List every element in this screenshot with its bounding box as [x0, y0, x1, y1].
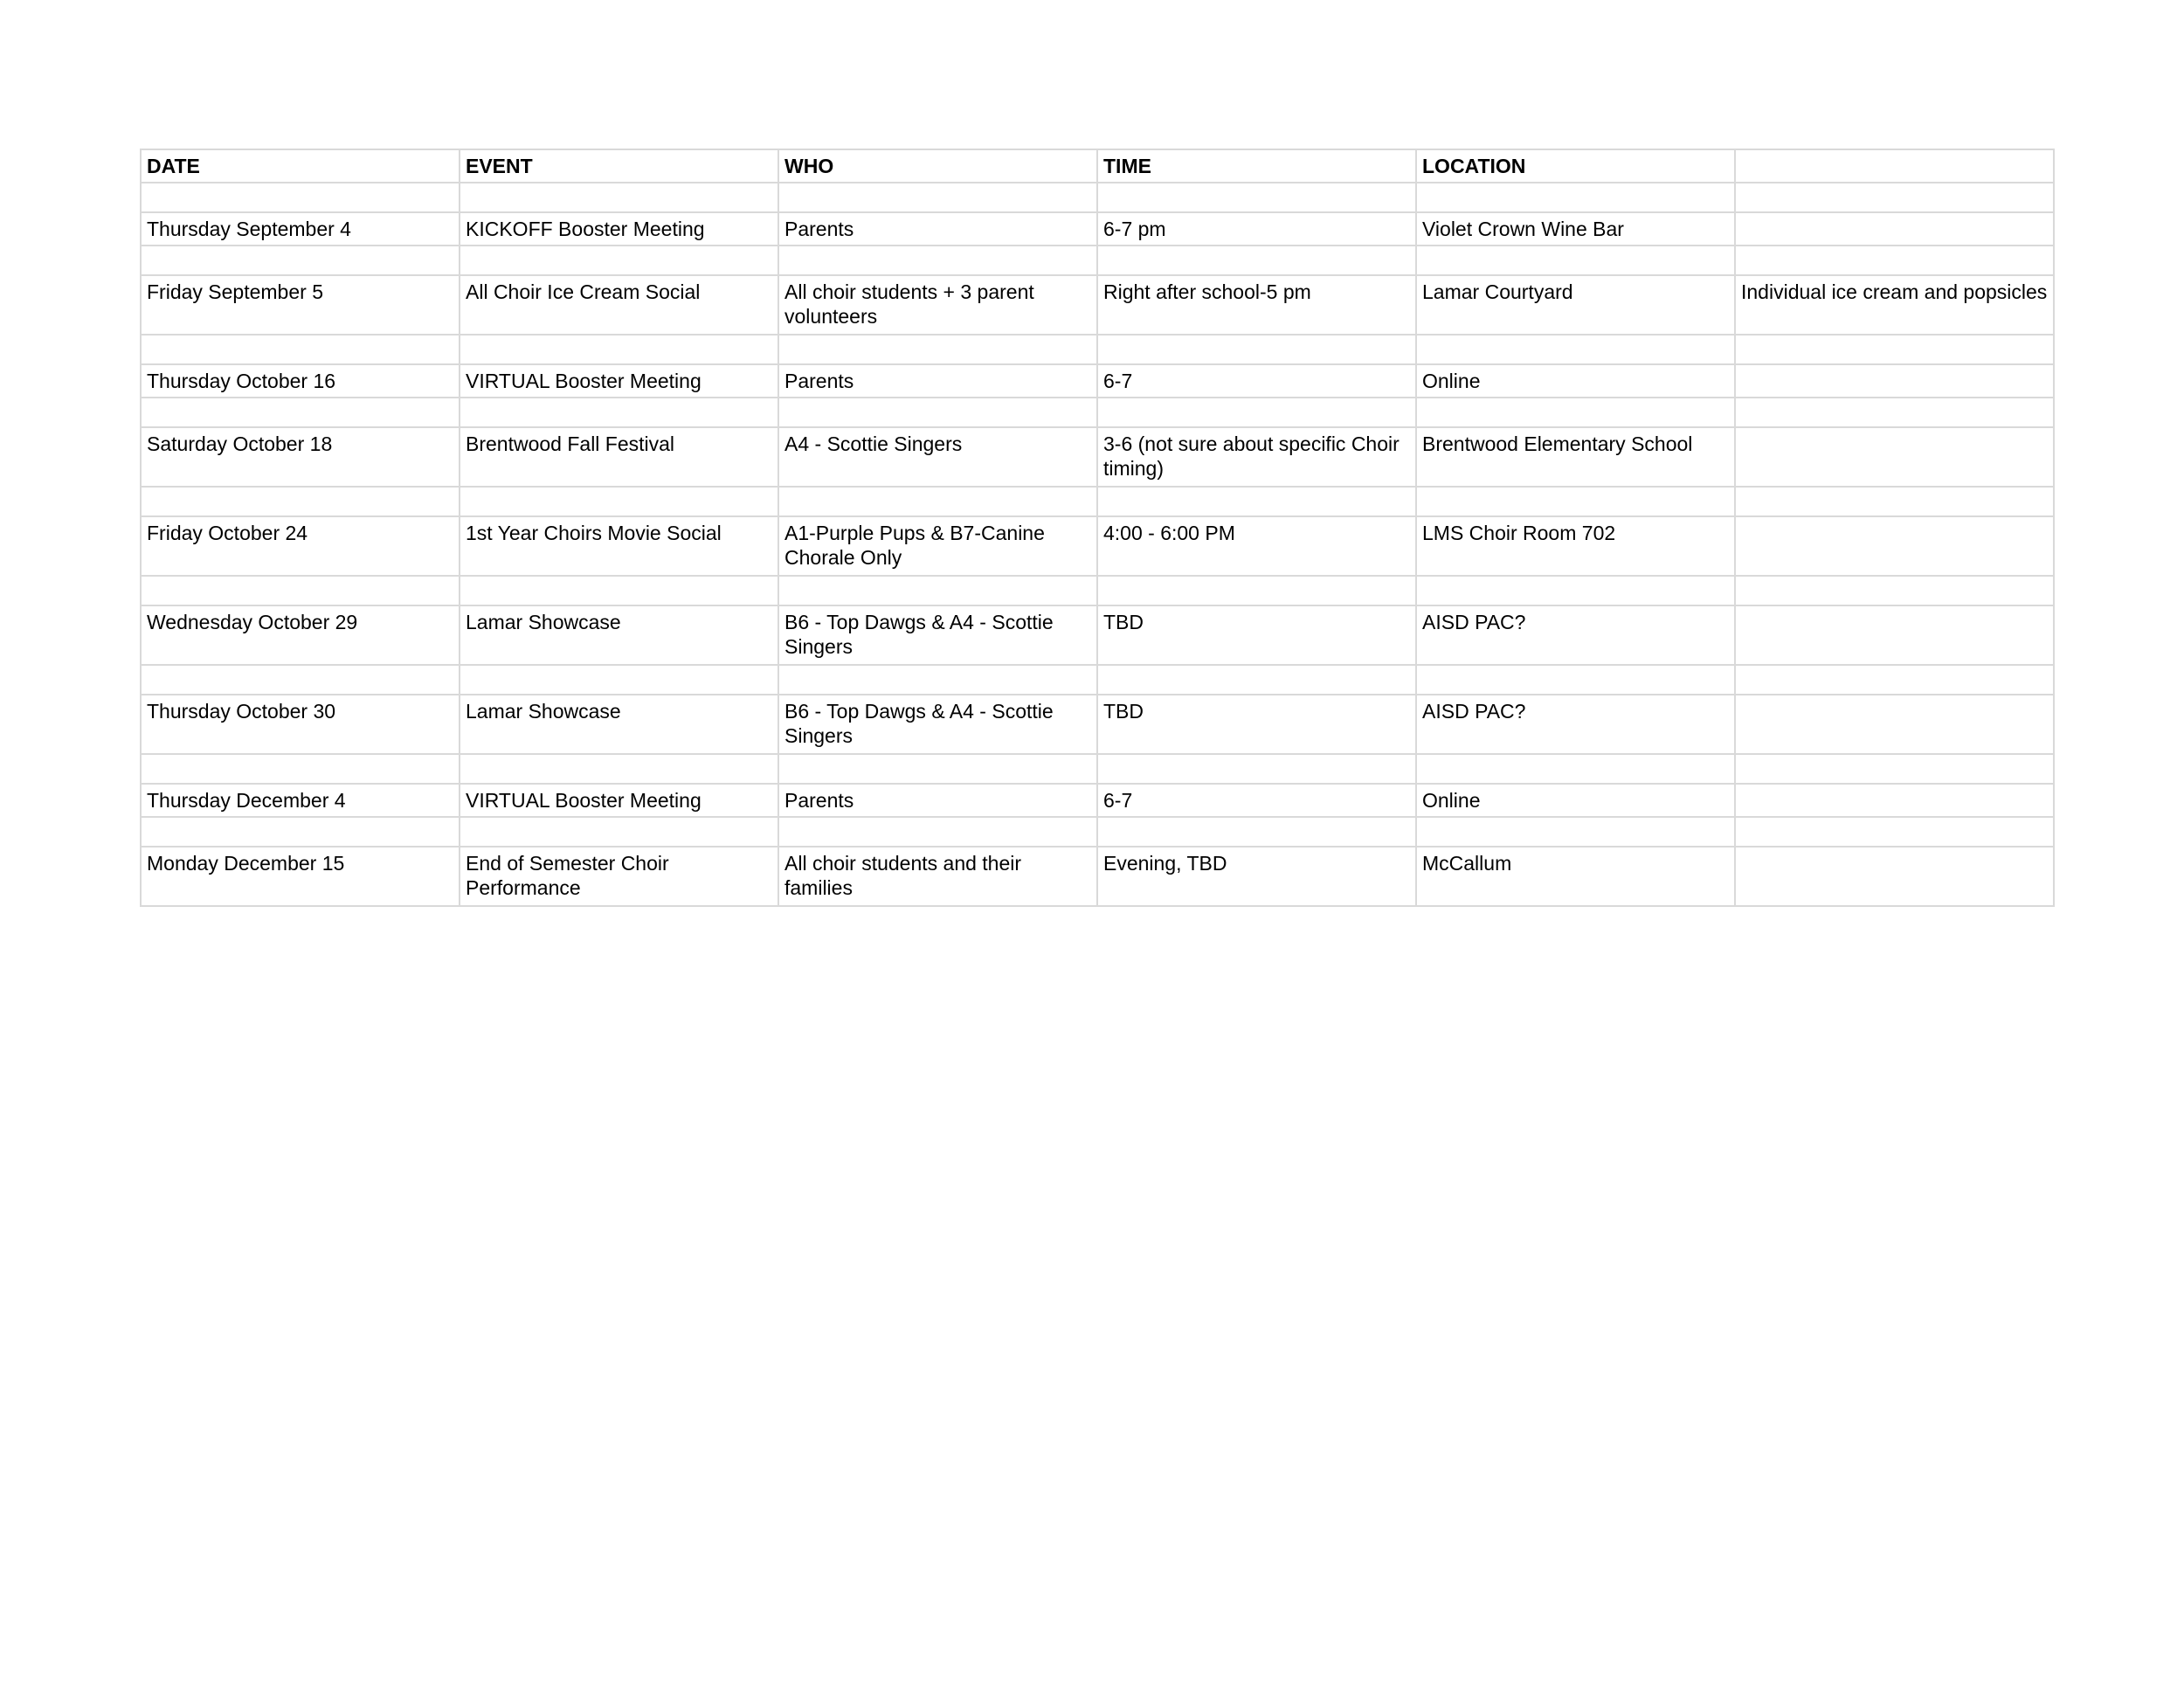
- spacer-row: [141, 817, 2054, 847]
- spacer-row: [141, 183, 2054, 212]
- event-cell: Lamar Showcase: [460, 605, 778, 665]
- table-cell: [1735, 576, 2054, 605]
- event-cell: Brentwood Fall Festival: [460, 427, 778, 487]
- table-cell: [460, 398, 778, 427]
- table-row: [141, 427, 2054, 487]
- time-cell: 6-7: [1097, 784, 1416, 817]
- table-cell: [141, 754, 460, 784]
- table-row: [141, 847, 2054, 906]
- spacer-row: [141, 665, 2054, 695]
- date-cell: Friday September 5: [141, 275, 460, 335]
- event-cell: VIRTUAL Booster Meeting: [460, 364, 778, 398]
- table-cell: [460, 246, 778, 275]
- event-cell: VIRTUAL Booster Meeting: [460, 784, 778, 817]
- location-cell: AISD PAC?: [1416, 605, 1735, 665]
- table-cell: [1416, 576, 1735, 605]
- table-cell: [778, 398, 1097, 427]
- table-cell: [1097, 576, 1416, 605]
- date-cell: Wednesday October 29: [141, 605, 460, 665]
- spacer-row: [141, 576, 2054, 605]
- event-cell: 1st Year Choirs Movie Social: [460, 516, 778, 576]
- table-cell: [460, 335, 778, 364]
- table-row: [141, 275, 2054, 335]
- header-time: TIME: [1097, 149, 1416, 183]
- table-cell: [460, 665, 778, 695]
- table-cell: [1097, 246, 1416, 275]
- table-cell: [778, 754, 1097, 784]
- date-cell: Thursday September 4: [141, 212, 460, 246]
- table-cell: [460, 754, 778, 784]
- event-cell: KICKOFF Booster Meeting: [460, 212, 778, 246]
- table-cell: [1735, 335, 2054, 364]
- date-cell: Monday December 15: [141, 847, 460, 906]
- location-cell: LMS Choir Room 702: [1416, 516, 1735, 576]
- date-cell: Thursday October 30: [141, 695, 460, 754]
- table-row: [141, 212, 2054, 246]
- table-cell: [1735, 487, 2054, 516]
- who-cell: All choir students and their families: [778, 847, 1097, 906]
- event-cell: End of Semester Choir Performance: [460, 847, 778, 906]
- who-cell: Parents: [778, 784, 1097, 817]
- notes-cell: [1735, 605, 2054, 665]
- time-cell: Right after school-5 pm: [1097, 275, 1416, 335]
- table-row: [141, 516, 2054, 576]
- table-cell: [1097, 398, 1416, 427]
- table-cell: [1735, 754, 2054, 784]
- table-cell: [1416, 665, 1735, 695]
- location-cell: Online: [1416, 784, 1735, 817]
- location-cell: Violet Crown Wine Bar: [1416, 212, 1735, 246]
- table-cell: [141, 665, 460, 695]
- notes-cell: [1735, 784, 2054, 817]
- table-cell: [1735, 665, 2054, 695]
- table-cell: [778, 576, 1097, 605]
- table-cell: [1735, 183, 2054, 212]
- location-cell: AISD PAC?: [1416, 695, 1735, 754]
- location-cell: Online: [1416, 364, 1735, 398]
- spacer-row: [141, 335, 2054, 364]
- table-cell: [460, 817, 778, 847]
- spacer-row: [141, 487, 2054, 516]
- table-cell: [1097, 487, 1416, 516]
- header-event: EVENT: [460, 149, 778, 183]
- table-cell: [141, 335, 460, 364]
- table-cell: [1735, 398, 2054, 427]
- spacer-row: [141, 398, 2054, 427]
- event-cell: Lamar Showcase: [460, 695, 778, 754]
- time-cell: 4:00 - 6:00 PM: [1097, 516, 1416, 576]
- location-cell: Brentwood Elementary School: [1416, 427, 1735, 487]
- table-cell: [1097, 817, 1416, 847]
- who-cell: Parents: [778, 364, 1097, 398]
- table-cell: [778, 665, 1097, 695]
- table-cell: [1735, 817, 2054, 847]
- location-cell: Lamar Courtyard: [1416, 275, 1735, 335]
- notes-cell: [1735, 427, 2054, 487]
- who-cell: B6 - Top Dawgs & A4 - Scottie Singers: [778, 695, 1097, 754]
- table-cell: [1416, 817, 1735, 847]
- notes-cell: [1735, 695, 2054, 754]
- event-cell: All Choir Ice Cream Social: [460, 275, 778, 335]
- table-cell: [778, 335, 1097, 364]
- table-cell: [1416, 398, 1735, 427]
- table-cell: [141, 398, 460, 427]
- table-cell: [778, 183, 1097, 212]
- table-cell: [1097, 665, 1416, 695]
- table-row: [141, 605, 2054, 665]
- table-cell: [1416, 487, 1735, 516]
- table-cell: [1097, 183, 1416, 212]
- time-cell: 3-6 (not sure about specific Choir timing): [1097, 427, 1416, 487]
- spacer-row: [141, 754, 2054, 784]
- table-cell: [778, 817, 1097, 847]
- table-cell: [141, 817, 460, 847]
- table-cell: [1416, 335, 1735, 364]
- notes-cell: [1735, 516, 2054, 576]
- table-cell: [141, 183, 460, 212]
- table-cell: [460, 487, 778, 516]
- table-cell: [1735, 246, 2054, 275]
- date-cell: Friday October 24: [141, 516, 460, 576]
- notes-cell: [1735, 364, 2054, 398]
- events-table: [140, 149, 2055, 907]
- date-cell: Saturday October 18: [141, 427, 460, 487]
- table-cell: [1416, 183, 1735, 212]
- time-cell: Evening, TBD: [1097, 847, 1416, 906]
- table-cell: [1097, 335, 1416, 364]
- notes-cell: Individual ice cream and popsicles: [1735, 275, 2054, 335]
- table-cell: [1416, 754, 1735, 784]
- table-cell: [141, 487, 460, 516]
- header-row: [141, 149, 2054, 183]
- notes-cell: [1735, 847, 2054, 906]
- time-cell: TBD: [1097, 695, 1416, 754]
- who-cell: Parents: [778, 212, 1097, 246]
- table-cell: [1097, 754, 1416, 784]
- table-cell: [778, 246, 1097, 275]
- header-date: DATE: [141, 149, 460, 183]
- header-who: WHO: [778, 149, 1097, 183]
- location-cell: McCallum: [1416, 847, 1735, 906]
- time-cell: 6-7 pm: [1097, 212, 1416, 246]
- table-cell: [778, 487, 1097, 516]
- table-cell: [460, 183, 778, 212]
- table-cell: [141, 576, 460, 605]
- who-cell: B6 - Top Dawgs & A4 - Scottie Singers: [778, 605, 1097, 665]
- table-cell: [141, 246, 460, 275]
- table-row: [141, 695, 2054, 754]
- table-row: [141, 784, 2054, 817]
- table-cell: [1416, 246, 1735, 275]
- time-cell: 6-7: [1097, 364, 1416, 398]
- header-location: LOCATION: [1416, 149, 1735, 183]
- who-cell: A1-Purple Pups & B7-Canine Chorale Only: [778, 516, 1097, 576]
- table-cell: [460, 576, 778, 605]
- date-cell: Thursday December 4: [141, 784, 460, 817]
- time-cell: TBD: [1097, 605, 1416, 665]
- date-cell: Thursday October 16: [141, 364, 460, 398]
- spacer-row: [141, 246, 2054, 275]
- who-cell: All choir students + 3 parent volunteers: [778, 275, 1097, 335]
- notes-cell: [1735, 212, 2054, 246]
- header-notes: [1735, 149, 2054, 183]
- table-row: [141, 364, 2054, 398]
- who-cell: A4 - Scottie Singers: [778, 427, 1097, 487]
